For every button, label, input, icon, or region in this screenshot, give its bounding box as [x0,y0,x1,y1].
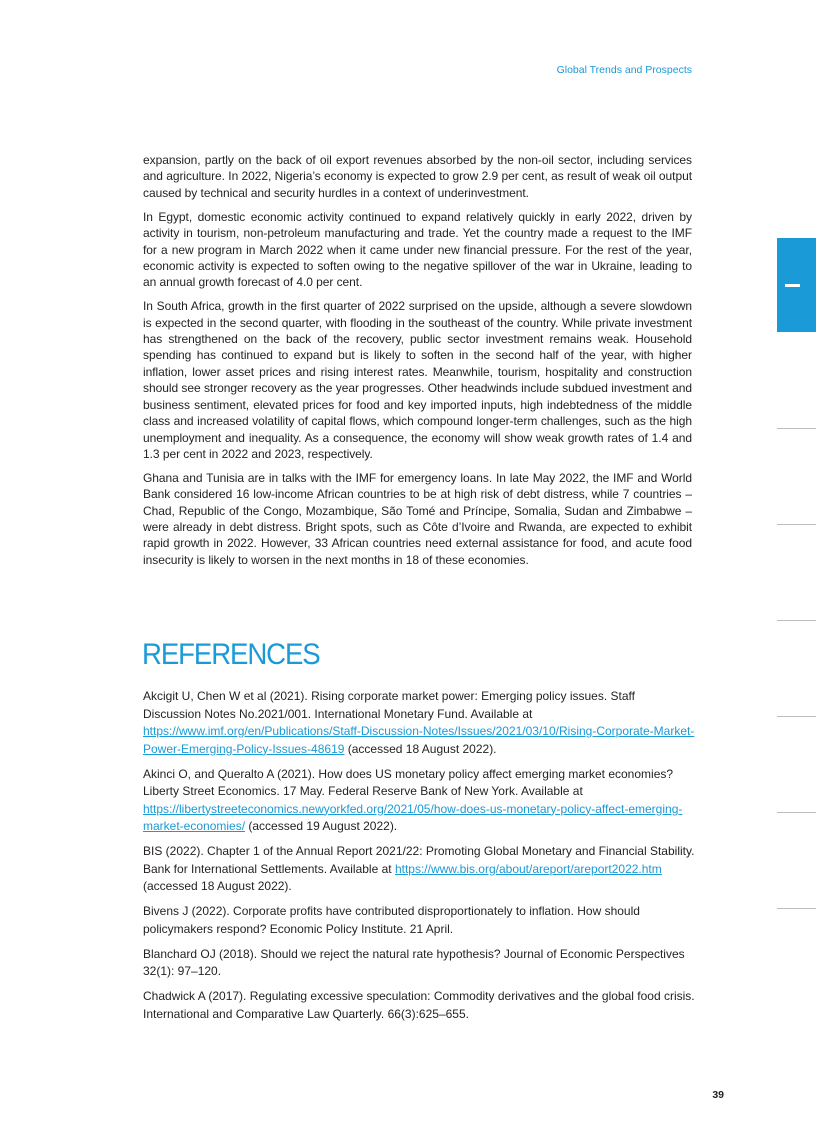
chapter-divider [777,524,816,525]
reference-link[interactable]: https://www.imf.org/en/Publications/Staff-Discussion-Notes/Issues/2021/03/10/Rising-Corporate-Market-Power-Emerging-Policy-Issues-48619 [143,724,695,756]
chapter-divider [777,812,816,813]
reference-text: Chadwick A (2017). Regulating excessive speculation: Commodity derivatives and the global food crisis. International and Comparative Law Quarterly. 66(3):625–655. [143,989,695,1021]
reference-text: Bivens J (2022). Corporate profits have contributed disproportionately to inflation. How should policymakers respond? Economic Policy Institute. 21 April. [143,904,640,936]
reference-item [143,946,695,981]
running-header: Global Trends and Prospects [556,64,692,76]
chapter-divider [777,908,816,909]
reference-item [143,688,695,758]
paragraph-south-africa: In South Africa, growth in the first quarter of 2022 surprised on the upside, although a severe slowdown is expected in the second quarter, with flooding in the southeast of the country. While private investment has strengthened on the back of the recovery, public sector investment remains weak. Household spending has continued to expand but is likely to soften in the second half of the year, with higher inflation, lower asset prices and rising interest rates. Meanwhile, tourism, hospitality and construction should see stronger recovery as the year progresses. Other headwinds include subdued investment and business sentiment, elevated prices for food and key imported inputs, high indebtedness of the middle class and increased volatility of capital flows, which compound longer-term challenges, such as the high unemployment and inequality. As a consequence, the economy will show weak growth rates of 1.4 and 1.3 per cent in 2022 and 2023, respectively. [143,299,692,461]
reference-accessed: (accessed 18 August 2022). [344,741,497,756]
reference-item [143,988,695,1023]
reference-text: Blanchard OJ (2018). Should we reject the natural rate hypothesis? Journal of Economic Perspectives 32(1): 97–120. [143,946,685,978]
reference-text: BIS (2022). Chapter 1 of the Annual Report 2021/22: Promoting Global Monetary and Financial Stability. Bank for International Settlements. Available at [143,844,695,876]
reference-item [143,766,695,836]
reference-link[interactable]: https://libertystreeteconomics.newyorkfed.org/2021/05/how-does-us-monetary-policy-affect-emerging-market-economies/ [143,801,683,833]
paragraph-egypt: In Egypt, domestic economic activity continued to expand relatively quickly in early 2022, driven by activity in tourism, non-petroleum manufacturing and trade. Yet the country made a request to the IMF for a new program in March 2022 when it came under new financial pressure. For the rest of the year, economic activity is expected to soften owing to the negative spillover of the war in Ukraine, leading to an annual growth forecast of 4.0 per cent. [143,209,692,290]
chapter-numeral-mark [785,284,800,287]
page-number: 39 [712,1089,724,1101]
body-text [143,152,692,576]
reference-text: Akcigit U, Chen W et al (2021). Rising corporate market power: Emerging policy issues. Staff Discussion Notes No.2021/001. International Monetary Fund. Available at [143,689,635,721]
reference-list [143,688,695,1031]
chapter-divider [777,716,816,717]
paragraph-ghana-tunisia: Ghana and Tunisia are in talks with the IMF for emergency loans. In late May 2022, the IMF and World Bank considered 16 low-income African countries to be at high risk of debt distress, while 7 countries – Chad, Republic of the Congo, Mozambique, São Tomé and Príncipe, Somalia, Sudan and Zimbabwe – were already in debt distress. Bright spots, such as Côte d’Ivoire and Rwanda, are expected to exhibit rapid growth in 2022. However, 33 African countries need external assistance for food, and acute food insecurity is likely to worsen in the next months in 18 of these economies. [143,470,692,567]
reference-item [143,843,695,896]
reference-accessed: (accessed 18 August 2022). [143,879,292,893]
chapter-divider [777,428,816,429]
reference-accessed: (accessed 19 August 2022). [245,819,398,833]
paragraph-nigeria: expansion, partly on the back of oil export revenues absorbed by the non-oil sector, including services and agriculture. In 2022, Nigeria’s economy is expected to grow 2.9 per cent, as result of weak oil output caused by technical and security hurdles in a context of underinvestment. [143,153,692,200]
reference-item [143,903,695,938]
chapter-tab[interactable] [777,238,816,332]
references-heading: REFERENCES [142,638,320,671]
reference-link[interactable]: https://www.bis.org/about/areport/areport2022.htm [394,861,662,876]
reference-text: Akinci O, and Queralto A (2021). How does US monetary policy affect emerging market economies? Liberty Street Economics. 17 May. Federal Reserve Bank of New York. Available at [143,766,674,798]
chapter-divider [777,620,816,621]
